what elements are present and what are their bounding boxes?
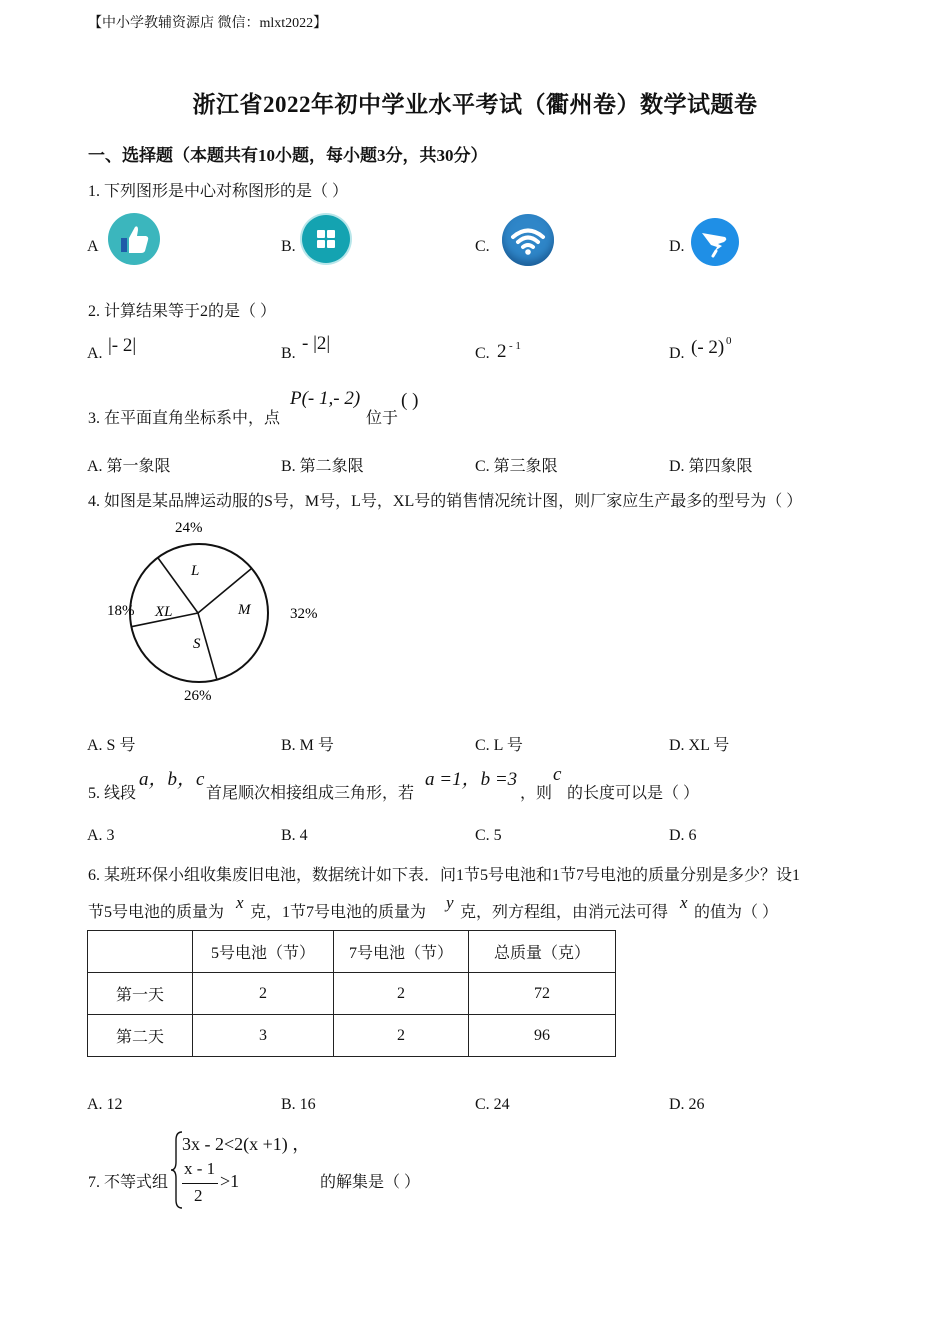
question-7-tail: 的解集是（ ）: [320, 1174, 421, 1191]
q3-paren: ( ): [401, 390, 419, 411]
pie-percent-label: 32%: [290, 606, 318, 622]
pie-slice-m: [198, 568, 268, 679]
q1-option-d: D.: [669, 238, 685, 255]
q2-c-exponent: - 1: [509, 340, 521, 352]
table-cell: 第一天: [88, 973, 193, 1015]
table-header: 总质量（克）: [469, 931, 616, 973]
q3-option-a: A. 第一象限: [87, 458, 171, 475]
q5-option-d: D. 6: [669, 827, 697, 844]
q3-option-c: C. 第三象限: [475, 458, 558, 475]
grid-icon: [302, 215, 350, 263]
question-6-line2b: 克，1节7号电池的质量为: [250, 904, 427, 921]
q7-inequality-1: 3x - 2<2(x +1) ，: [182, 1134, 311, 1154]
pie-category-label: L: [191, 563, 200, 579]
pie-category-label: S: [193, 636, 201, 652]
q6-option-c: C. 24: [475, 1096, 510, 1113]
q7-denominator: 2: [194, 1186, 203, 1205]
q2-option-d: D.: [669, 345, 685, 362]
q2-option-a: A.: [87, 345, 103, 362]
q1-option-b: B.: [281, 238, 296, 255]
question-5-text: 5. 线段: [88, 785, 137, 802]
page-title: 浙江省2022年初中学业水平考试（衢州卷）数学试题卷: [192, 92, 758, 117]
q5-option-a: A. 3: [87, 827, 115, 844]
q6-x2: x: [680, 893, 688, 912]
table-cell: 96: [469, 1015, 616, 1057]
section-heading: 一、选择题（本题共有10小题，每小题3分，共30分）: [88, 146, 488, 165]
table-row: [88, 973, 616, 1015]
q2-b-math: - |2|: [302, 333, 331, 354]
pie-slice-boundary: [198, 613, 217, 680]
q4-option-a: A. S 号: [87, 737, 136, 754]
q3-option-b: B. 第二象限: [281, 458, 364, 475]
thumbs-up-icon: [108, 213, 160, 265]
q5-c: c: [553, 764, 562, 785]
q3-option-d: D. 第四象限: [669, 458, 753, 475]
q7-gt: >1: [220, 1171, 240, 1191]
pie-percent-label: 18%: [107, 603, 135, 619]
q6-option-d: D. 26: [669, 1096, 705, 1113]
table-cell: 2: [193, 973, 334, 1015]
question-4-text: 4. 如图是某品牌运动服的S号，M号，L号，XL号的销售情况统计图，则厂家应生产最多的型号为（ ）: [88, 493, 803, 510]
q2-c-base: 2: [497, 341, 507, 362]
pie-percent-label: 26%: [184, 688, 212, 704]
question-6-line2a: 节5号电池的质量为: [88, 904, 225, 921]
table-cell: 3: [193, 1015, 334, 1057]
q5-middle: 首尾顺次相接组成三角形，若: [206, 785, 415, 802]
question-7-text: 7. 不等式组: [88, 1174, 169, 1191]
q5-option-b: B. 4: [281, 827, 308, 844]
battery-table: [87, 930, 616, 1057]
fraction-bar: [182, 1183, 218, 1184]
q5-tail: 的长度可以是（ ）: [567, 785, 700, 802]
pie-category-label: M: [238, 602, 251, 618]
table-header: 7号电池（节）: [334, 931, 469, 973]
pie-percent-label: 24%: [175, 520, 203, 536]
table-row: [88, 1015, 616, 1057]
q2-option-c: C.: [475, 345, 490, 362]
question-6-line2c: 克，列方程组，由消元法可得: [460, 904, 669, 921]
question-6-line1: 6. 某班环保小组收集废旧电池，数据统计如下表．问1节5号电池和1节7号电池的质量分别是多少？设1: [88, 867, 801, 884]
q2-a-math: |- 2|: [108, 335, 137, 356]
q1-option-c: C.: [475, 238, 490, 255]
q2-d-base: (- 2): [691, 337, 725, 358]
table-header-row: [88, 931, 616, 973]
bird-icon: [691, 218, 739, 266]
q6-y: y: [446, 893, 454, 912]
q2-option-b: B.: [281, 345, 296, 362]
pie-chart: [85, 518, 325, 713]
q5-then: ，则: [520, 785, 553, 802]
q4-option-c: C. L 号: [475, 737, 523, 754]
q5-option-c: C. 5: [475, 827, 502, 844]
question-6-line2d: 的值为（ ）: [694, 904, 779, 921]
q5-abc: a，b，c: [139, 769, 205, 790]
question-2-text: 2. 计算结果等于2的是（ ）: [88, 303, 277, 320]
shop-header: 【中小学教辅资源店 微信：mlxt2022】: [88, 16, 328, 31]
q6-x: x: [236, 893, 244, 912]
q7-numerator: x - 1: [184, 1159, 216, 1178]
table-cell: 第二天: [88, 1015, 193, 1057]
q3-located: 位于: [366, 410, 399, 427]
pie-category-label: XL: [155, 604, 173, 620]
q6-option-a: A. 12: [87, 1096, 123, 1113]
question-3-text: 3. 在平面直角坐标系中，点: [88, 410, 281, 427]
wifi-icon: [502, 214, 554, 266]
q4-option-b: B. M 号: [281, 737, 334, 754]
q2-d-exponent: 0: [726, 335, 732, 347]
table-header: 5号电池（节）: [193, 931, 334, 973]
table-header: [88, 931, 193, 973]
q5-condition: a =1，b =3: [425, 769, 518, 790]
table-cell: 2: [334, 973, 469, 1015]
question-1-text: 1. 下列图形是中心对称图形的是（ ）: [88, 183, 349, 200]
table-cell: 72: [469, 973, 616, 1015]
q3-point: P(- 1,- 2): [290, 388, 361, 409]
q1-option-a: A: [87, 238, 99, 255]
table-cell: 2: [334, 1015, 469, 1057]
q6-option-b: B. 16: [281, 1096, 316, 1113]
q4-option-d: D. XL 号: [669, 737, 730, 754]
